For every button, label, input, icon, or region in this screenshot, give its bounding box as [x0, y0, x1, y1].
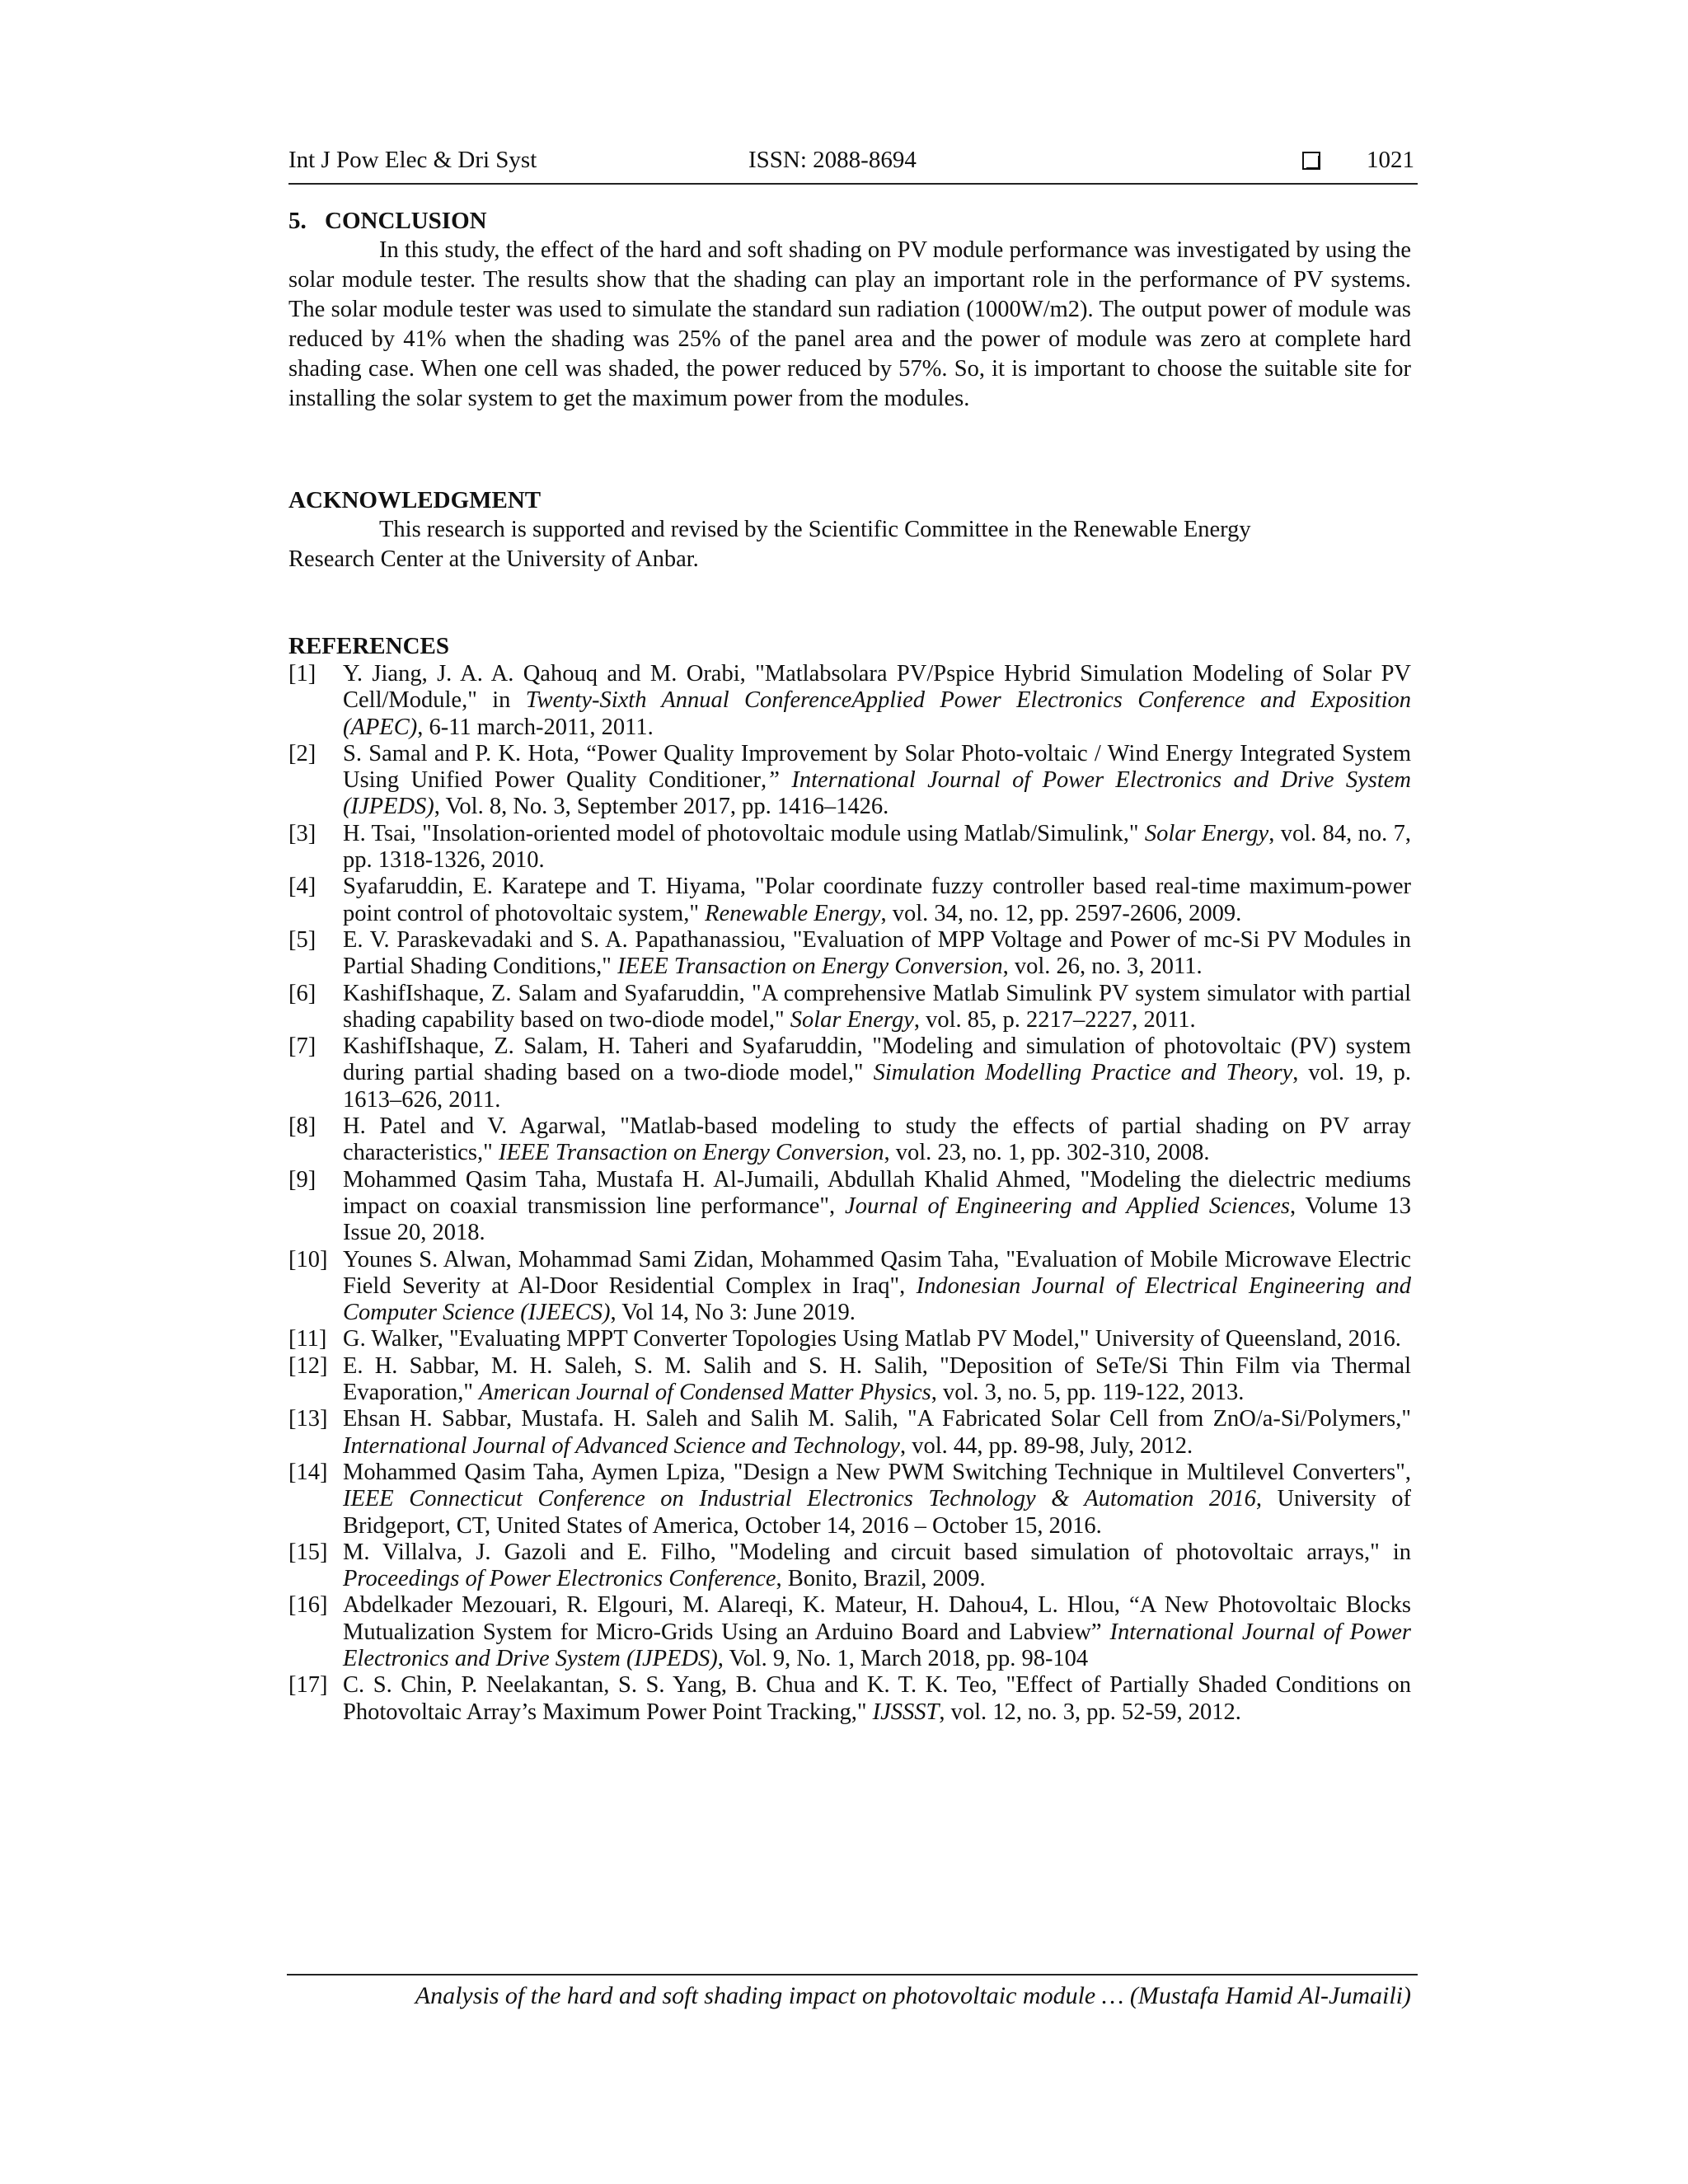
reference-text: Mohammed Qasim Taha, Mustafa H. Al-Jumaili, Abdullah Khalid Ahmed, "Modeling the dielectric mediums impact on coaxial transmission line performance",: [343, 1166, 1411, 1219]
reference-details: , Vol. 9, No. 1, March 2018, pp. 98-104: [717, 1645, 1089, 1671]
reference-text: M. Villalva, J. Gazoli and E. Filho, "Modeling and circuit based simulation of photovoltaic arrays," in: [343, 1539, 1411, 1565]
reference-number: [16]: [288, 1592, 328, 1619]
reference-item: [288, 927, 1411, 981]
page-footer: [287, 1974, 1418, 2009]
acknowledgment-text: This research is supported and revised by the Scientific Committee in the Renewable Energy Research Center at the University of Anbar.: [288, 517, 1251, 572]
reference-item: [288, 1033, 1411, 1113]
reference-item: [288, 1167, 1411, 1247]
reference-item: [288, 874, 1411, 927]
reference-number: [5]: [288, 926, 316, 953]
reference-item: [288, 1406, 1411, 1460]
reference-item: [288, 1113, 1411, 1167]
conclusion-section: [288, 206, 1411, 414]
reference-list: [288, 661, 1411, 1726]
reference-source: Proceedings of Power Electronics Conference: [343, 1566, 776, 1592]
reference-details: , Bonito, Brazil, 2009.: [776, 1566, 986, 1592]
reference-text: C. S. Chin, P. Neelakantan, S. S. Yang, B. Chua and K. T. K. Teo, "Effect of Partially Shaded Conditions on Photovoltaic Array’s Maximum Power Point Tracking,": [343, 1672, 1411, 1725]
reference-details: , Vol 14, No 3: June 2019.: [610, 1300, 856, 1326]
reference-number: [17]: [288, 1672, 328, 1699]
reference-details: , vol. 3, no. 5, pp. 119-122, 2013.: [931, 1380, 1245, 1406]
reference-item: [288, 1592, 1411, 1672]
reference-source: Solar Energy: [790, 1006, 914, 1033]
running-footer: Analysis of the hard and soft shading impact on photovoltaic module … (Mustafa Hamid Al-Jumaili): [415, 1982, 1411, 2009]
reference-source: IJSSST: [872, 1699, 940, 1725]
acknowledgment-heading: ACKNOWLEDGMENT: [288, 487, 542, 513]
conclusion-heading: [288, 206, 1411, 236]
reference-details: , vol. 34, no. 12, pp. 2597-2606, 2009.: [880, 900, 1242, 926]
reference-number: [3]: [288, 820, 316, 846]
reference-source: Indonesian Journal of Electrical Engineering and Computer Science (IJEECS): [343, 1272, 1411, 1326]
reference-details: , vol. 12, no. 3, pp. 52-59, 2012.: [939, 1699, 1241, 1725]
reference-number: [12]: [288, 1352, 328, 1379]
reference-source: IEEE Transaction on Energy Conversion: [617, 954, 1003, 980]
page-content: [288, 206, 1411, 1726]
reference-source: ,” International Journal of Power Electronics and Drive System (IJPEDS): [343, 767, 1411, 820]
reference-details: , 6-11 march-2011, 2011.: [417, 714, 654, 740]
reference-source: American Journal of Condensed Matter Physics: [479, 1380, 931, 1406]
section-title: CONCLUSION: [325, 208, 487, 234]
reference-text: Mohammed Qasim Taha, Aymen Lpiza, "Design a New PWM Switching Technique in Multilevel Converters",: [343, 1459, 1411, 1485]
reference-item: [288, 1353, 1411, 1407]
reference-item: [288, 821, 1411, 874]
reference-item: [288, 981, 1411, 1034]
reference-details: , vol. 44, pp. 89-98, July, 2012.: [899, 1432, 1193, 1459]
acknowledgment-section: [288, 485, 1411, 574]
reference-text: E. H. Sabbar, M. H. Saleh, S. M. Salih and S. H. Salih, "Deposition of SeTe/Si Thin Film via Thermal Evaporation,": [343, 1352, 1411, 1406]
reference-item: [288, 1460, 1411, 1540]
reference-details: , Vol. 8, No. 3, September 2017, pp. 1416–1426.: [434, 794, 889, 820]
reference-number: [2]: [288, 740, 316, 766]
reference-item: [288, 1326, 1411, 1352]
reference-text: Syafaruddin, E. Karatepe and T. Hiyama, "Polar coordinate fuzzy controller based real-time maximum-power point control of photovoltaic system,": [343, 874, 1411, 926]
reference-details: , vol. 85, p. 2217–2227, 2011.: [913, 1006, 1196, 1033]
reference-item: [288, 1540, 1411, 1593]
reference-number: [8]: [288, 1113, 316, 1140]
reference-source: Journal of Engineering and Applied Sciences: [845, 1193, 1291, 1219]
reference-number: [10]: [288, 1246, 328, 1272]
section-number: 5.: [288, 208, 307, 234]
reference-text: Ehsan H. Sabbar, Mustafa. H. Saleh and Salih M. Salih, "A Fabricated Solar Cell from ZnO/a-Si/Polymers,": [343, 1406, 1411, 1432]
reference-item: [288, 741, 1411, 821]
reference-source: IEEE Connecticut Conference on Industrial Electronics Technology & Automation 2016: [343, 1486, 1256, 1512]
reference-text: E. V. Paraskevadaki and S. A. Papathanassiou, "Evaluation of MPP Voltage and Power of mc-Si PV Modules in Partial Shading Conditions,": [343, 926, 1411, 980]
reference-source: IEEE Transaction on Energy Conversion: [498, 1140, 884, 1166]
reference-number: [4]: [288, 874, 316, 900]
reference-text: KashifIshaque, Z. Salam, H. Taheri and Syafaruddin, "Modeling and simulation of photovoltaic (PV) system during partial shading based on a two-diode model,": [343, 1033, 1411, 1086]
reference-number: [13]: [288, 1406, 328, 1432]
reference-number: [9]: [288, 1166, 316, 1193]
reference-source: International Journal of Power Electronics and Drive System (IJPEDS): [343, 1619, 1411, 1671]
reference-number: [1]: [288, 661, 316, 687]
reference-text: H. Tsai, "Insolation-oriented model of photovoltaic module using Matlab/Simulink,": [343, 820, 1145, 846]
page-number: 1021: [1367, 147, 1414, 173]
references-section: [288, 631, 1411, 1726]
reference-item: [288, 1672, 1411, 1726]
reference-text: Abdelkader Mezouari, R. Elgouri, M. Alareqi, K. Mateur, H. Dahou4, L. Hlou, “A New Photovoltaic Blocks Mutualization System for Micro-Grids Using an Arduino Board and Labview”: [343, 1592, 1411, 1645]
reference-text: Younes S. Alwan, Mohammad Sami Zidan, Mohammed Qasim Taha, "Evaluation of Mobile Microwave Electric Field Severity at Al-Door Residential Complex in Iraq",: [343, 1246, 1411, 1299]
reference-source: Solar Energy: [1144, 820, 1269, 846]
reference-number: [6]: [288, 980, 316, 1006]
reference-text: S. Samal and P. K. Hota, “Power Quality Improvement by Solar Photo-voltaic / Wind Energy Integrated System Using Unified Power Quality Conditioner: [343, 740, 1411, 794]
reference-number: [15]: [288, 1539, 328, 1565]
reference-number: [7]: [288, 1033, 316, 1060]
issn: ISSN: 2088-8694: [748, 147, 917, 173]
reference-item: [288, 1247, 1411, 1327]
reference-details: , Volume 13 Issue 20, 2018.: [343, 1193, 1411, 1246]
journal-name: Int J Pow Elec & Dri Syst: [288, 147, 537, 173]
reference-number: [14]: [288, 1459, 328, 1485]
reference-source: International Journal of Advanced Science and Technology: [343, 1432, 900, 1459]
reference-details: , vol. 84, no. 7, pp. 1318-1326, 2010.: [343, 820, 1411, 874]
reference-details: , vol. 26, no. 3, 2011.: [1002, 954, 1203, 980]
reference-text: Y. Jiang, J. A. A. Qahouq and M. Orabi, "Matlabsolara PV/Pspice Hybrid Simulation Modeling of Solar PV Cell/Module," in: [343, 661, 1411, 714]
reference-source: Twenty-Sixth Annual ConferenceApplied Power Electronics Conference and Exposition (APEC): [343, 687, 1411, 740]
reference-text: G. Walker, "Evaluating MPPT Converter Topologies Using Matlab PV Model," University of Queensland, 2016.: [343, 1326, 1401, 1352]
references-heading: REFERENCES: [288, 633, 449, 659]
reference-details: , vol. 19, p. 1613–626, 2011.: [343, 1060, 1411, 1113]
square-box-icon: [1302, 152, 1320, 170]
reference-item: [288, 661, 1411, 741]
reference-details: , vol. 23, no. 1, pp. 302-310, 2008.: [884, 1140, 1210, 1166]
reference-details: , University of Bridgeport, CT, United States of America, October 14, 2016 – October 15, 2016.: [343, 1486, 1411, 1539]
reference-number: [11]: [288, 1326, 327, 1352]
reference-text: KashifIshaque, Z. Salam and Syafaruddin, "A comprehensive Matlab Simulink PV system simulator with partial shading capability based on two-diode model,": [343, 980, 1411, 1033]
page-header: [288, 142, 1418, 185]
conclusion-text: In this study, the effect of the hard and soft shading on PV module performance was investigated by using the solar module tester. The results show that the shading can play an important role in the performance of PV systems. The solar module tester was used to simulate the standard sun radiation (1000W/m2). The output power of module was reduced by 41% when the shading was 25% of the panel area and the power of module was zero at complete hard shading case. When one cell was shaded, the power reduced by 57%. So, it is important to choose the suitable site for installing the solar system to get the maximum power from the modules.: [288, 237, 1411, 411]
reference-source: Simulation Modelling Practice and Theory: [873, 1060, 1293, 1086]
reference-source: Renewable Energy: [705, 900, 881, 926]
reference-text: H. Patel and V. Agarwal, "Matlab-based modeling to study the effects of partial shading on PV array characteristics,": [343, 1113, 1411, 1166]
